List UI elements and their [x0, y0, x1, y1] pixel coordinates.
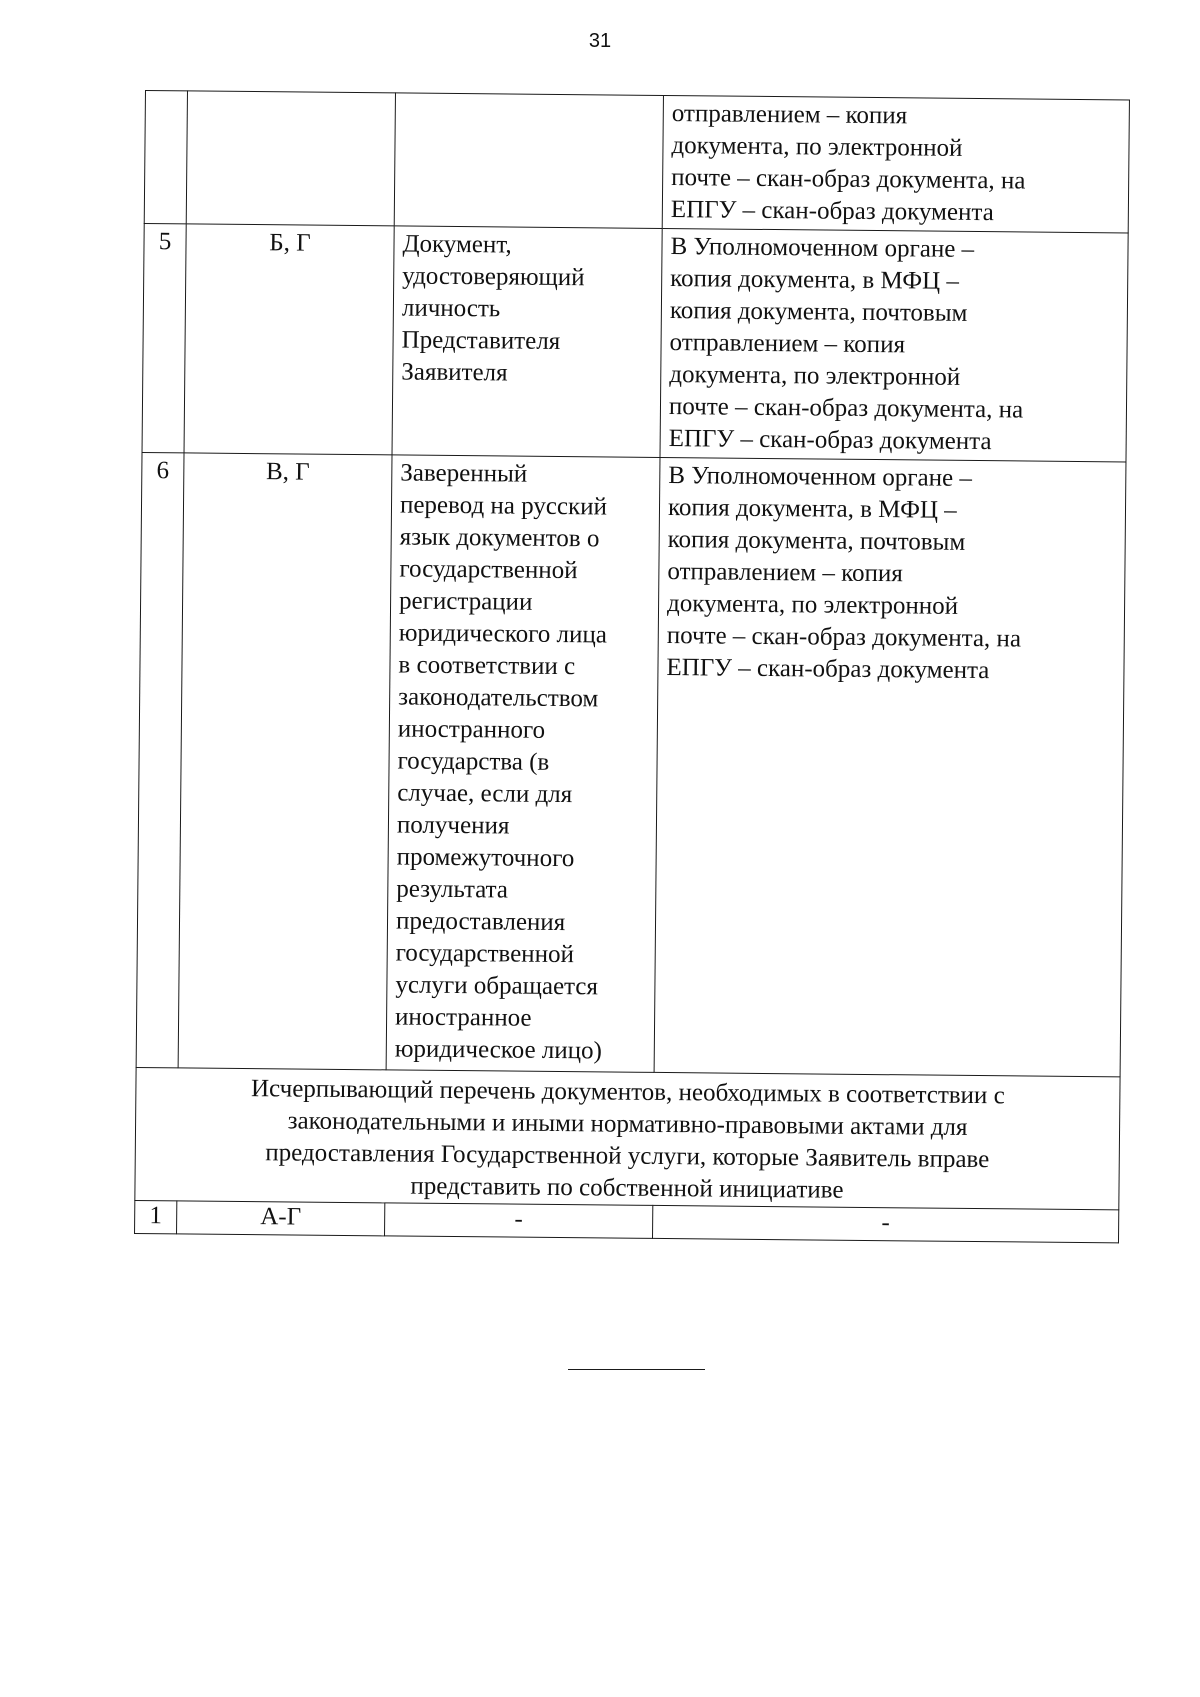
table-row	[144, 91, 1129, 233]
applicant-category-cell: В, Г	[178, 453, 392, 1070]
table-row	[142, 223, 1128, 461]
row-number-cell	[144, 91, 187, 224]
page-number: 31	[588, 30, 612, 52]
submission-method-cell: -	[652, 1205, 1118, 1242]
row-number-cell: 5	[142, 223, 186, 452]
document-name-cell: -	[385, 1203, 653, 1239]
document-name-cell	[394, 93, 663, 229]
submission-method-cell: отправлением – копия документа, по электронной почте – скан-образ документа, на ЕПГУ – скан-образ документа	[662, 95, 1129, 232]
submission-method-cell: В Уполномоченном органе – копия документа, в МФЦ – копия документа, почтовым отправлением – копия документа, по электронной почте – скан-образ документа, на ЕПГУ – скан-образ документа	[654, 457, 1126, 1076]
table-row	[136, 452, 1126, 1076]
end-of-document-rule	[568, 1369, 705, 1370]
section-header-cell: Исчерпывающий перечень документов, необходимых в соответствии с законодательными и иными нормативно-правовыми актами для предоставления Государственной услуги, которые Заявитель вправе представить по собственной инициативе	[135, 1067, 1120, 1209]
applicant-category-cell	[186, 91, 395, 226]
documents-table	[134, 90, 1130, 1243]
applicant-category-cell: Б, Г	[184, 224, 394, 455]
applicant-category-cell: А-Г	[177, 1201, 385, 1236]
submission-method-cell: В Уполномоченном органе – копия документа, в МФЦ – копия документа, почтовым отправлением – копия документа, по электронной почте – скан-образ документа, на ЕПГУ – скан-образ документа	[660, 228, 1128, 461]
row-number-cell: 6	[136, 452, 184, 1067]
row-number-cell: 1	[135, 1200, 177, 1233]
document-name-cell: Документ, удостоверяющий личность Представителя Заявителя	[392, 226, 662, 458]
document-name-cell: Заверенный перевод на русский язык документов о государственной регистрации юридического лица в соответствии с законодательством иностранного государства (в случае, если для получения промежуточного результата предоставления государственной услуги обращается иностранное юридическое лицо)	[386, 455, 660, 1073]
section-header-row	[135, 1067, 1120, 1209]
